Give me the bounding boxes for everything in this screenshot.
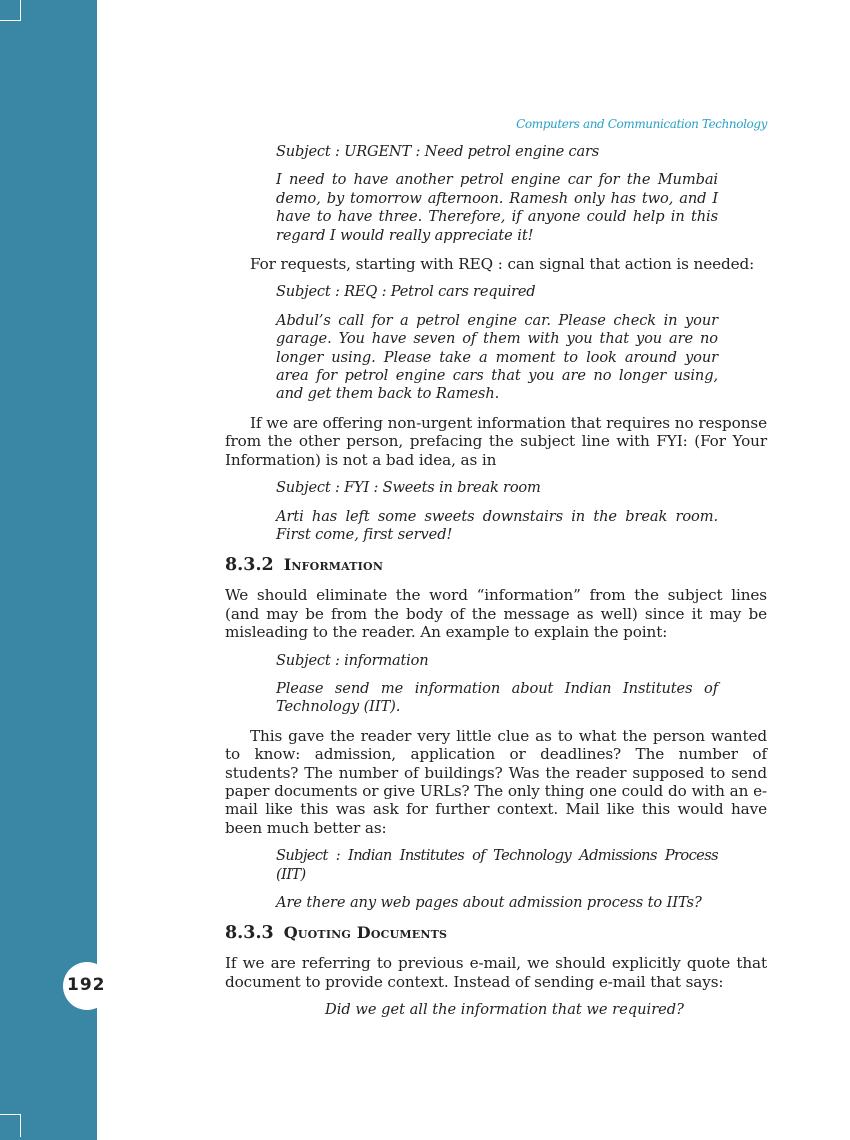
page-content (225, 143, 767, 1020)
quote-subject: Subject : URGENT : Need petrol engine cars (276, 143, 600, 160)
quote-subject: Subject : FYI : Sweets in break room (276, 479, 541, 497)
quote-body: Arti has left some sweets downstairs in the break room. First come, first served! (276, 507, 718, 543)
quote-subject: Subject : Indian Institutes of Technology Admissions Process (IIT) (276, 847, 718, 883)
quote-subject: Subject : information (276, 651, 429, 669)
section-heading (225, 922, 767, 944)
section-number: 8.3.3 (225, 923, 274, 944)
paragraph: This gave the reader very little clue as to what the person wanted to know: admission, application or deadlines? The number of students? The number of buildings? Was the reader supposed to send paper documents or give URLs? The only thing one could do with an e-mail like this was ask for further context. Mail like this would have been much better as: (225, 726, 767, 837)
paragraph: We should eliminate the word “information” from the subject lines (and may be from the body of the message as well) since it may be misleading to the reader. An example to explain the point: (225, 586, 767, 642)
quote-body: Please send me information about Indian Institutes of Technology (IIT). (276, 679, 718, 716)
quote-subject: Subject : REQ : Petrol cars required (276, 283, 536, 301)
quote-body: Are there any web pages about admission process to IITs? (276, 894, 702, 911)
running-header: Computers and Communication Technology (516, 117, 767, 131)
section-number: 8.3.2 (225, 555, 274, 576)
section-title: Information (283, 555, 384, 575)
paragraph: For requests, starting with REQ : can signal that action is needed: (250, 255, 755, 274)
paragraph: If we are offering non-urgent information that requires no response from the other person, prefacing the subject line with FYI: (For Your Information) is not a bad idea, as in (225, 413, 767, 469)
paragraph: If we are referring to previous e-mail, we should explicitly quote that document to provide context. Instead of sending e-mail that says: (225, 954, 767, 991)
section-title: Quoting Documents (283, 923, 448, 943)
section-heading (225, 554, 767, 576)
page-number: 192 (67, 975, 106, 995)
quote-body: I need to have another petrol engine car for the Mumbai demo, by tomorrow afternoon. Ramesh only has two, and I have to have three. Therefore, if anyone could help in this regard I would really appreciate it! (276, 171, 718, 244)
quote-body: Did we get all the information that we required? (325, 1001, 684, 1019)
crop-mark-top (0, 0, 21, 21)
crop-mark-bottom (0, 1114, 21, 1137)
quote-body: Abdul’s call for a petrol engine car. Please check in your garage. You have seven of them with you that you are no longer using. Please take a moment to look around your area for petrol engine cars that you are no longer using, and get them back to Ramesh. (276, 311, 718, 403)
